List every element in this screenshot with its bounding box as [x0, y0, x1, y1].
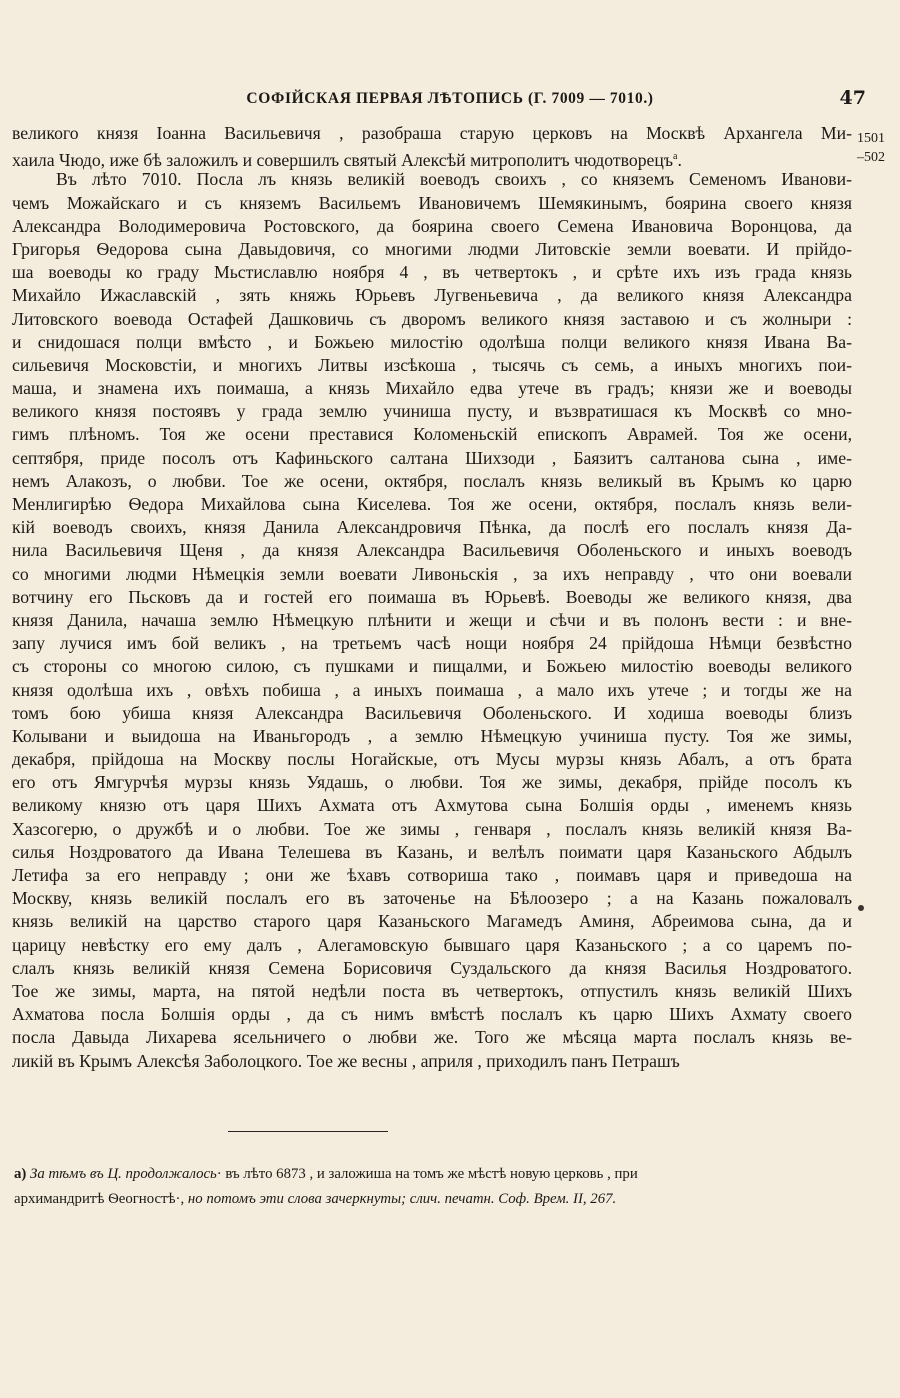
footnote-line-2	[14, 1187, 850, 1212]
text-line: Тое же зимы, марта, на пятой недѣли поста въ четвертокъ, отпустилъ князь великій Шихъ	[12, 980, 852, 1001]
text-line: Москву, князь великій послалъ его въ заточенье на Бѣлоозеро ; а на Казань пожаловалъ	[12, 888, 852, 909]
text-line: великого князя Іоанна Васильевичя , разобраша старую церковъ на Москвѣ Архангела Ми-	[12, 123, 852, 143]
text-line: великому князю отъ царя Шихъ Ахмата отъ Ахмутова сына Болшія орды , именемъ князь	[12, 795, 852, 816]
text-line: чемъ Можайскаго и съ княземъ Васильемъ Ивановичемъ Шемякинымъ, боярина своего князя	[12, 192, 852, 213]
text-line: запу лучися имъ бой великъ , на третьемъ часѣ нощи ноября 24 прійдоша Нѣмци безвѣстно	[12, 633, 852, 654]
text-line: Александра Володимеровича Ростовского, да боярина своего Семена Ивановича Воронцова, да	[12, 215, 852, 236]
margin-year-notes	[857, 129, 885, 167]
text-line: слалъ князь великій князя Семена Борисовичя Суздальского да князя Василья Ноздроватого.	[12, 957, 852, 978]
text-line: декабря, прійдоша на Москву послы Ногайскые, отъ Мусы мурзы князь Абалъ, а отъ брата	[12, 749, 852, 770]
footnote-editorial-note: За тѣмъ въ Ц. продолжалось	[30, 1166, 217, 1182]
text-line: Михайло Ижаславскій , зять княжь Юрьевъ Лугвеньевича , да великого князя Александра	[12, 285, 852, 306]
text-line: посла Давыда Лихарева ясельничего о любви же. Того же мѣсяца марта послалъ князь ве-	[12, 1027, 852, 1048]
margin-year-2: –502	[857, 150, 885, 165]
text-line: вотчину его Пьсковъ да и гостей его поимаша въ Юрьевѣ. Воеводы же великого князя, два	[12, 586, 852, 607]
text-line: Хазсогерю, о дружбѣ и о любви. Тое же зимы , генваря , послалъ князь великій князя Ва-	[12, 818, 852, 839]
text-line-content: хаила Чюдо, иже бѣ заложилъ и совершилъ святый Алексѣй митрополитъ чюдотворецъ	[12, 150, 674, 171]
text-line: ша воеводы ко граду Мьстиславлю ноября 4 , въ четвертокъ , и срѣте ихъ изъ града князь	[12, 262, 852, 283]
text-line: томъ бою убиша князя Александра Васильевичя Оболеньского. И ходиша воеводы близъ	[12, 702, 852, 723]
text-line: Менлигирѣю Ѳедора Михайлова сына Киселева. Тоя же осени, октября, послалъ князь вели-	[12, 494, 852, 514]
text-line: немъ Алакозъ, о любви. Тое же осени, октября, послалъ князь великый въ Крымъ ко царю	[12, 470, 852, 491]
margin-year-1: 1501	[857, 131, 885, 146]
text-line: князь великій на царство старого царя Казаньского Магамедъ Аминя, Абреимова сына, да и	[12, 911, 852, 932]
margin-dot	[858, 905, 864, 911]
text-line: и снидошася полци вмѣсто , и Божьею милостію одолѣша полци великого князя Ивана Ва-	[12, 331, 852, 352]
text-line: Литовского воевода Остафей Дашковичь съ дворомъ великого князя заставою и съ жолныри :	[12, 308, 852, 329]
chronicle-text	[12, 122, 852, 1073]
footnote-marker: а)	[14, 1166, 27, 1182]
footnote-quoted-text: · въ лѣто 6873 , и заложиша на томъ же мѣстѣ новую церковь , при	[216, 1166, 638, 1182]
text-line: силья Ноздроватого да Ивана Телешева въ Казань, и велѣлъ поимати царя Казаньского Абдылъ	[12, 841, 852, 862]
text-line: Ахматова посла Болшія орды , да съ нимъ вмѣстѣ послалъ къ царю Шихъ Ахмату своего	[12, 1004, 852, 1025]
text-line: хаила Чюдо, иже бѣ заложилъ и совершилъ святый Алексѣй митрополитъ чюдотворецъ$^а$.	[12, 150, 682, 171]
footnote-line-1	[14, 1162, 850, 1187]
text-line: ликій въ Крымъ Алексѣя Заболоцкого. Тое же весны , априля , приходилъ панъ Петрашъ	[12, 1050, 680, 1071]
text-line: царицу невѣстку его ему далъ , Алегамовскую бывшаго царя Казаньского ; а со царемъ по-	[12, 934, 852, 955]
footnote-reference: а	[673, 151, 678, 163]
text-line: нила Васильевичя Щеня , да князя Александра Васильевичя Оболеньского и иныхъ воеводъ	[12, 540, 852, 561]
text-line: Летифа за его неправду ; они же ѣхавъ сотвориша тако , поимавъ царя и приведоша на	[12, 865, 852, 885]
page-header	[0, 87, 900, 114]
text-line: Григорья Ѳедорова сына Давыдовичя, со многими людми Литовскіе земли воевати. И прійдо-	[12, 238, 852, 259]
text-line: его отъ Ямгурчѣя мурзы князь Уядашь, о любви. Тоя же зимы, декабря, прійде посолъ къ	[12, 772, 852, 793]
text-line: гимъ плѣномъ. Тоя же осени преставися Коломеньскій епископъ Аврамей. Тоя же осени,	[12, 424, 852, 445]
text-line: Въ лѣто 7010. Посла лъ князь великій воеводъ своихъ , со княземъ Семеномъ Иванови-	[56, 169, 852, 190]
text-line: Колывани и выидоша на Иваньгородъ , а землю Нѣмецкую учиниша пусту. Тоя же зимы,	[12, 725, 852, 746]
footnote-quoted-text: архимандритѣ Ѳеогностѣ·,	[14, 1191, 185, 1207]
text-line: великого князя постоявъ у града землю учиниша пусту, и възвратишася къ Москвѣ со мно-	[12, 401, 852, 422]
text-line: князя Данила, начаша землю Нѣмецкую плѣнити и жещи и сѣчи и въ полонъ вести : и вне-	[12, 609, 852, 630]
text-line: съ стороны со многою силою, съ пушками и пищалми, и Божьею милостію воеводы великого	[12, 656, 852, 677]
text-line: со многими людми Нѣмецкія земли воевати Ливоньскія , за ихъ неправду , что они воевали	[12, 563, 852, 584]
text-line: сильевичя Московстіи, и многихъ Литвы изсѣкоша , тысячь съ семь, а иныхъ многихъ пои-	[12, 354, 852, 375]
running-head: СОФІЙСКАЯ ПЕРВАЯ ЛѢТОПИСЬ (Г. 7009 — 7010.)	[246, 90, 654, 107]
text-line: септября, приде посолъ отъ Кафиньского салтана Шихзоди , Баязитъ салтанова сына , име-	[12, 447, 852, 468]
text-line: маша, и знамена ихъ поимаша, а князь Михайло едва утече въ градъ; князи же и воеводы	[12, 378, 852, 399]
page-number: 47	[839, 87, 866, 109]
footnote	[14, 1162, 850, 1212]
footnote-editorial-note: но потомъ эти слова зачеркнуты; слич. печатн. Соф. Врем. II, 267.	[187, 1191, 617, 1207]
text-line: князя одолѣша ихъ , овѣхъ побиша , а иныхъ поимаша , а мало ихъ утече ; и тогды же на	[12, 679, 852, 700]
footnote-divider	[228, 1131, 388, 1132]
text-line: кій воеводъ своихъ, князя Данила Александровичя Пѣнка, да послѣ его послалъ князя Да-	[12, 517, 852, 538]
